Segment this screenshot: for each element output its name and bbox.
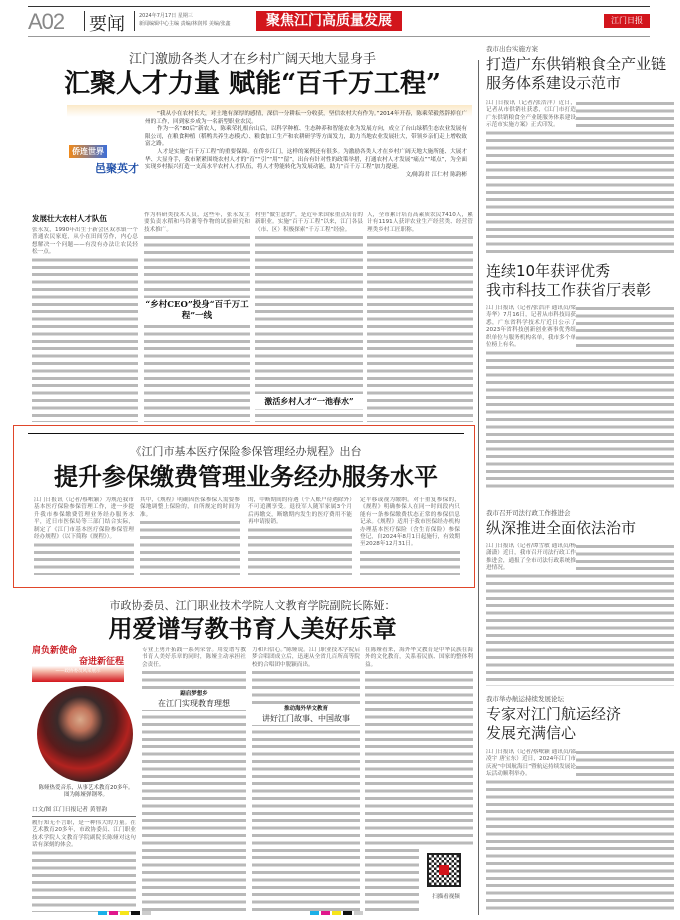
body-text: 江门日报讯（记者/蔡岷颖 通讯员/邵凌宇 唐宝东）近日，2024年江门市庆祝“中国航海日”暨航运持续发展论坛活动顺利举办。 bbox=[486, 749, 576, 778]
body-column bbox=[32, 820, 136, 912]
qr-label: 扫描看视频 bbox=[432, 894, 460, 900]
color-bar-cyan bbox=[98, 911, 107, 915]
subhead-main: 在江门实现教育理想 bbox=[158, 699, 230, 708]
body-text: 江门日报讯（记者/张浩洋 通讯员/梁寿华）7月16日，记者从市科技局获悉，广东省科学技术厅近日公示了2023年省科技创新创业赛事优秀组织单位与服务机构名单，我市多个单位榜上有名。 bbox=[486, 305, 576, 349]
body-column bbox=[486, 749, 674, 912]
editors: 新闻编辑中心主编 责编/林润邦 美编/张鑫 bbox=[139, 21, 231, 27]
qr-center-logo bbox=[439, 865, 449, 875]
section-banner: 聚焦江门高质量发展 bbox=[256, 11, 402, 31]
title-line: 专家对江门航运经济 bbox=[486, 705, 622, 723]
body-column bbox=[486, 100, 674, 257]
body-text: 张永发，1990年出生于新会区双水镇一个普通农民家庭，从小在田间劳作，内心总想解决一个问题——有没有办法让农民轻松一点。 bbox=[32, 227, 138, 256]
logo-line: 肩负新使命 bbox=[32, 646, 78, 656]
logo-text-top: 侨连世界 bbox=[69, 145, 107, 158]
title-line: 我市科技工作获省厅表彰 bbox=[486, 281, 652, 299]
color-bar-yellow bbox=[332, 911, 341, 915]
intro-paragraph: “我从小在农村长大，对土地有深厚的感情，深信一分耕耘一分收获，坚信农村大有作为。”2014年开春，陈乘荣毅然辞掉在广州的工作，回到家乡成为一名新型职业农民。 bbox=[145, 111, 467, 125]
right-title bbox=[486, 262, 676, 300]
body-column bbox=[255, 212, 363, 422]
divider bbox=[134, 11, 135, 31]
intro-paragraph: 作为一名“80后”新农人，陈乘荣扎根台山后，以科学种植、生态种养和智能农业为发展方向，成立了台山绿稻生态农业发展有限公司，在粮食种植（稻鸭共养生态模式）、粮食加工生产和农耕研学等方面发力，助力当地农业发展壮大，带领乡亲们走上增收致富之路。 bbox=[145, 126, 467, 148]
section-name: 要闻 bbox=[89, 14, 125, 35]
color-bar-magenta bbox=[109, 911, 118, 915]
body-text: 村里“做生意的”，是近年来国家重点培育的新职业。实施“百千万工程”以来，江门各县（市、区）积极探索“千万工程”经验。 bbox=[255, 212, 363, 233]
body-text: 专业上勇开拓践一系列荣誉。用爱谱写教书育人美好乐章的同时，陈娅主动承担社会责任。 bbox=[142, 647, 246, 668]
teacher-headline: 用爱谱写教书育人美好乐章 bbox=[108, 614, 397, 643]
logo-line: 奋进新征程 bbox=[78, 657, 124, 667]
page-number: A02 bbox=[28, 9, 65, 34]
body-column bbox=[34, 497, 134, 575]
body-text: 力和归信心。”陈娅说。江门职业技术学院启梦合唱团成立后，迅速从全省几百所高等院校的合唱团中脱颖而出。 bbox=[252, 647, 360, 668]
insurance-headline: 提升参保缴费管理业务经办服务水平 bbox=[54, 462, 438, 491]
subhead bbox=[252, 704, 360, 725]
logo-text-bottom: 邑聚英才 bbox=[95, 162, 139, 175]
main-headline: 汇聚人才力量 赋能“百千万工程” bbox=[64, 69, 441, 99]
color-bar-cyan bbox=[310, 911, 319, 915]
title-line: 发展充满信心 bbox=[486, 724, 577, 742]
column-divider bbox=[478, 60, 479, 915]
title-line: 服务体系建设示范市 bbox=[486, 74, 622, 92]
qr-block bbox=[419, 849, 473, 912]
intro-text bbox=[145, 111, 467, 179]
right-title bbox=[486, 705, 676, 743]
body-column bbox=[142, 647, 246, 912]
header-rule bbox=[28, 36, 650, 37]
body-column bbox=[252, 647, 360, 912]
body-text: 作为科研类技术人员，这些年，张永发主要负责水稻和马铃薯等作物的试验研究和技术推广。 bbox=[144, 212, 250, 233]
color-bar-yellow bbox=[120, 911, 129, 915]
body-column bbox=[486, 305, 674, 490]
body-column bbox=[486, 543, 674, 686]
color-bar-magenta bbox=[321, 911, 330, 915]
subhead: “乡村CEO”投身“百千万工程”一线 bbox=[144, 298, 250, 324]
right-kicker: 我市出台实施方案 bbox=[486, 45, 538, 53]
color-bar-gray bbox=[354, 911, 363, 915]
body-text: 在陈娅看来，海外华文教育是中华民族在海外的文化教育，关系着民族、国家的整体利益。 bbox=[365, 647, 473, 668]
color-bar-black bbox=[131, 911, 140, 915]
subhead-top: 推动海外华文教育 bbox=[283, 706, 328, 712]
body-column bbox=[360, 497, 460, 575]
body-column bbox=[140, 497, 240, 575]
title-line: 打造广东供销粮食全产业链 bbox=[486, 55, 667, 73]
byline: 口文/图 江门日报记者 黄智韵 bbox=[32, 806, 136, 817]
top-rule bbox=[28, 6, 650, 7]
main-kicker: 江门激励各类人才在乡村广阔天地大显身手 bbox=[128, 52, 376, 67]
logo-line: ——政协委员风采展示 bbox=[55, 669, 101, 674]
box-rule bbox=[28, 433, 464, 434]
newspaper-logo: 江门日报 bbox=[604, 14, 650, 28]
body-text: 履行知无不言职，是一种伟大的力量。在艺术教育20多年，市政协委员、江门职业技术学院人文教育学院副院长陈娅对这句话有深刻的体会。 bbox=[32, 820, 136, 849]
body-column bbox=[367, 212, 473, 422]
subhead: 激活乡村人才“一池春水” bbox=[255, 394, 363, 409]
series-logo bbox=[32, 646, 124, 682]
body-column bbox=[144, 212, 250, 422]
right-title bbox=[486, 55, 676, 93]
body-text: 定平移或视为缴纳。对于重复参保的，《规程》明确参保人在同一时间段内只能有一条参保缴费状态正常的参保信息记录。《规程》适用于我市医保经办机构办理基本医疗保险（含生育保险）参保登记，自2024年8月1日起施行，有效期至2028年12月31日。 bbox=[360, 497, 460, 548]
right-title bbox=[486, 519, 676, 538]
photo-caption: 陈娅热爱音乐，从事艺术教育20多年。图为陈娅弹钢琴。 bbox=[38, 785, 134, 798]
body-text: 人，全市累计培育高素质农民7410人，累计有1191人获评农业生产经营类、经营管理类乡村工匠职称。 bbox=[367, 212, 473, 233]
body-column bbox=[32, 212, 138, 422]
insurance-kicker: 《江门市基本医疗保险参保管理经办规程》出台 bbox=[130, 445, 362, 458]
body-text: 江门日报讯（记者/谭雪敏 通讯员/杨潇潇）近日，我市召开司法行政工作推进会，通报了全市司法行政系统推进情况。 bbox=[486, 543, 576, 572]
title-line: 纵深推进全面依法治市 bbox=[486, 519, 637, 537]
right-kicker: 我市举办航运持续发展论坛 bbox=[486, 695, 564, 703]
title-line: 连续10年获评优秀 bbox=[486, 262, 611, 280]
subhead: 发展壮大农村人才队伍 bbox=[32, 212, 138, 227]
body-text: 江门日报讯（记者/蔡岷颖）为规范我市基本医疗保险参保管理工作，进一步提升我市参保缴费管理业务经办服务水平，近日市医保局等三部门结合实际，制定了《江门市基本医疗保险参保管理经办规程》（以下简称《规程》）。 bbox=[34, 497, 134, 541]
color-bar-black bbox=[343, 911, 352, 915]
intro-byline: 文/陈海君 江仁村 陈韵彬 bbox=[405, 171, 467, 178]
subhead-main: 讲好江门故事、中国故事 bbox=[262, 714, 350, 723]
color-bar-gray bbox=[142, 911, 151, 915]
intro-paragraph: 人才是实施“百千万工程”的重要保障。在侨乡江门，这样的案例还有很多。为激励各类人才在乡村广阔天地大施所能、大展才华、大显身手，我市紧紧围绕农村人才的“育”“引”“用”“留”，出台有针对性的政策举措，打通农村人才发展“痛点”“堵点”，为全面实现乡村振兴打造一支高水平农村人才队伍，将人才势能转化为发展动能，助力“百千万工程”加力提速。 bbox=[145, 148, 467, 171]
issue-date: 2024年7月17日 星期三 bbox=[139, 13, 193, 19]
divider bbox=[84, 11, 85, 31]
portrait-photo bbox=[37, 686, 133, 782]
right-kicker: 我市召开司法行政工作推进会 bbox=[486, 509, 571, 517]
body-column bbox=[248, 497, 352, 575]
body-column bbox=[365, 647, 473, 912]
body-text: 江门日报讯（记者/张浩洋）近日，记者从市供销社获悉，《江门市打造广东供销粮食全产业链服务体系建设示范市实施方案》正式印发。 bbox=[486, 100, 576, 129]
body-text: 其中，《规程》明确因医保参保人需要参保地调整上保险的，自所规定的时间为准。 bbox=[140, 497, 240, 518]
intro-logo bbox=[69, 139, 139, 173]
body-text: 的，中断期间的待遇（个人账户待遇除外）不可追溯享受。退役军人随军家属3个月后再缴交，断缴期内发生的医疗费用不能再申请报销。 bbox=[248, 497, 352, 526]
subhead-top: 踮启梦想乡 bbox=[180, 691, 208, 697]
intro-box bbox=[67, 105, 472, 207]
subhead bbox=[142, 689, 246, 710]
teacher-kicker: 市政协委员、江门职业技术学院人文教育学院副院长陈娅： bbox=[109, 599, 396, 612]
